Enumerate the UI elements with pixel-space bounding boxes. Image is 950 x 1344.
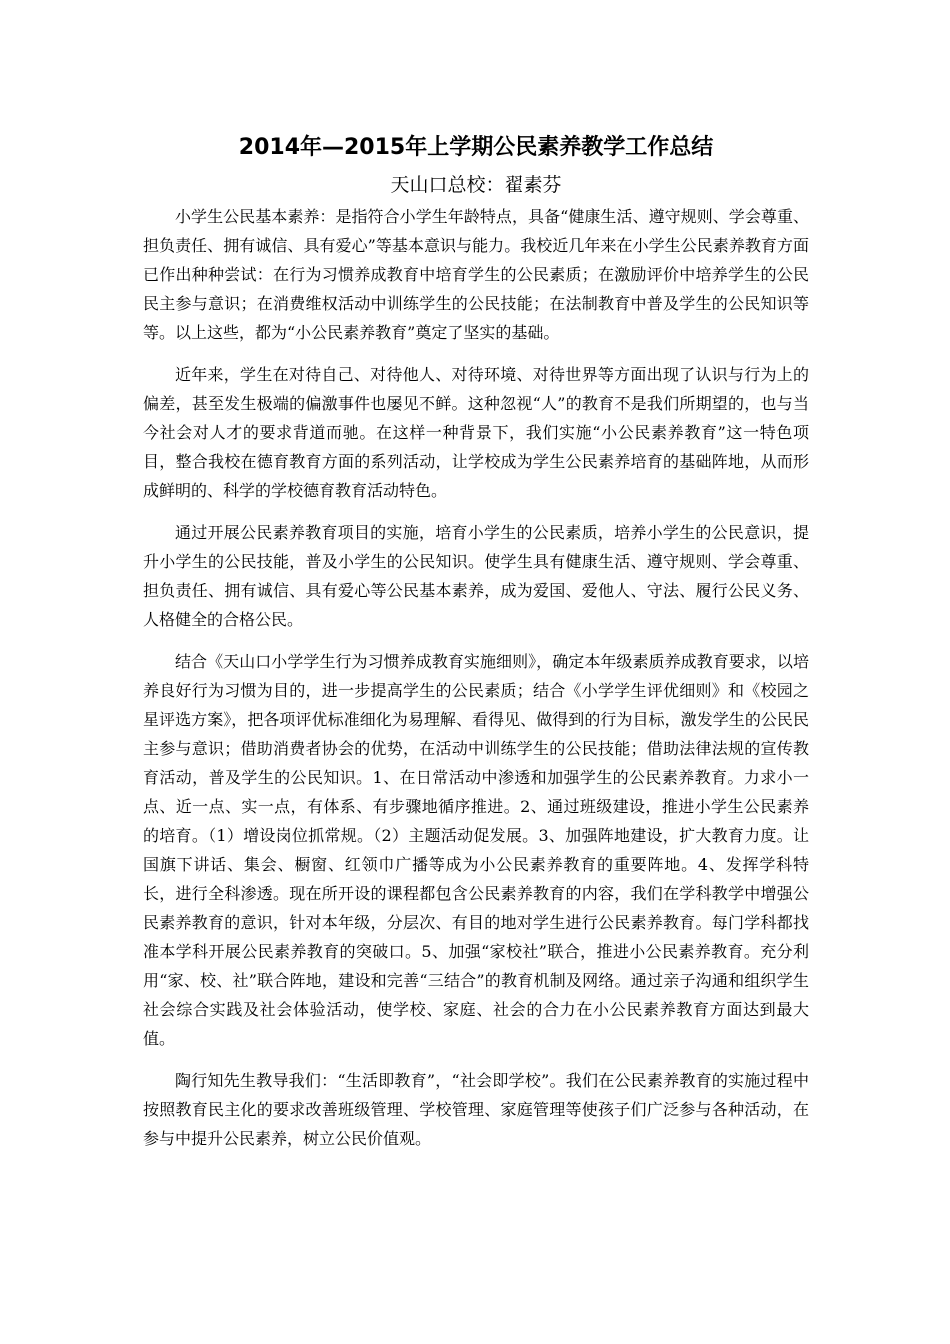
document-author: 天山口总校：翟素芬	[390, 174, 562, 196]
paragraph-1: 小学生公民基本素养：是指符合小学生年龄特点，具备“健康生活、遵守规则、学会尊重、担负责任、拥有诚信、具有爱心”等基本意识与能力。我校近几年来在小学生公民素养教育方面已作出种种尝试：在行为习惯养成教育中培育学生的公民素质；在激励评价中培养学生的公民民主参与意识；在消费维权活动中训练学生的公民技能；在法制教育中普及学生的公民知识等等。以上这些，都为“小公民素养教育”奠定了坚实的基础。	[143, 207, 809, 342]
paragraph-5: 陶行知先生教导我们：“生活即教育”，“社会即学校”。我们在公民素养教育的实施过程中按照教育民主化的要求改善班级管理、学校管理、家庭管理等使孩子们广泛参与各种活动，在参与中提升公民素养，树立公民价值观。	[143, 1071, 809, 1148]
document-title: 2014年—2015年上学期公民素养教学工作总结	[238, 135, 714, 160]
document-page	[143, 132, 809, 1153]
paragraph-4: 结合《天山口小学学生行为习惯养成教育实施细则》，确定本年级素质养成教育要求，以培养良好行为习惯为目的，进一步提高学生的公民素质；结合《小学学生评优细则》和《校园之星评选方案》，把各项评优标准细化为易理解、看得见、做得到的行为目标，激发学生的公民民主参与意识；借助消费者协会的优势，在活动中训练学生的公民技能；借助法律法规的宣传教育活动，普及学生的公民知识。1、在日常活动中渗透和加强学生的公民素养教育。力求小一点、近一点、实一点，有体系、有步骤地循序推进。2、通过班级建设，推进小学生公民素养的培育。（1）增设岗位抓常规。（2）主题活动促发展。3、加强阵地建设，扩大教育力度。让国旗下讲话、集会、橱窗、红领巾广播等成为小公民素养教育的重要阵地。4、发挥学科特长，进行全科渗透。现在所开设的课程都包含公民素养教育的内容，我们在学科教学中增强公民素养教育的意识，针对本年级，分层次、有目的地对学生进行公民素养教育。每门学科都找准本学科开展公民素养教育的突破口。5、加强“家校社”联合，推进小公民素养教育。充分利用“家、校、社”联合阵地，建设和完善“三结合”的教育机制及网络。通过亲子沟通和组织学生社会综合实践及社会体验活动，使学校、家庭、社会的合力在小公民素养教育方面达到最大值。	[143, 652, 809, 1048]
paragraph-2: 近年来，学生在对待自己、对待他人、对待环境、对待世界等方面出现了认识与行为上的偏差，甚至发生极端的偏激事件也屡见不鲜。这种忽视“人”的教育不是我们所期望的，也与当今社会对人才的要求背道而驰。在这样一种背景下，我们实施“小公民素养教育”这一特色项目，整合我校在德育教育方面的系列活动，让学校成为学生公民素养培育的基础阵地，从而形成鲜明的、科学的学校德育教育活动特色。	[143, 365, 809, 500]
paragraph-3: 通过开展公民素养教育项目的实施，培育小学生的公民素质，培养小学生的公民意识，提升小学生的公民技能，普及小学生的公民知识。使学生具有健康生活、遵守规则、学会尊重、担负责任、拥有诚信、具有爱心等公民基本素养，成为爱国、爱他人、守法、履行公民义务、人格健全的合格公民。	[143, 523, 809, 629]
